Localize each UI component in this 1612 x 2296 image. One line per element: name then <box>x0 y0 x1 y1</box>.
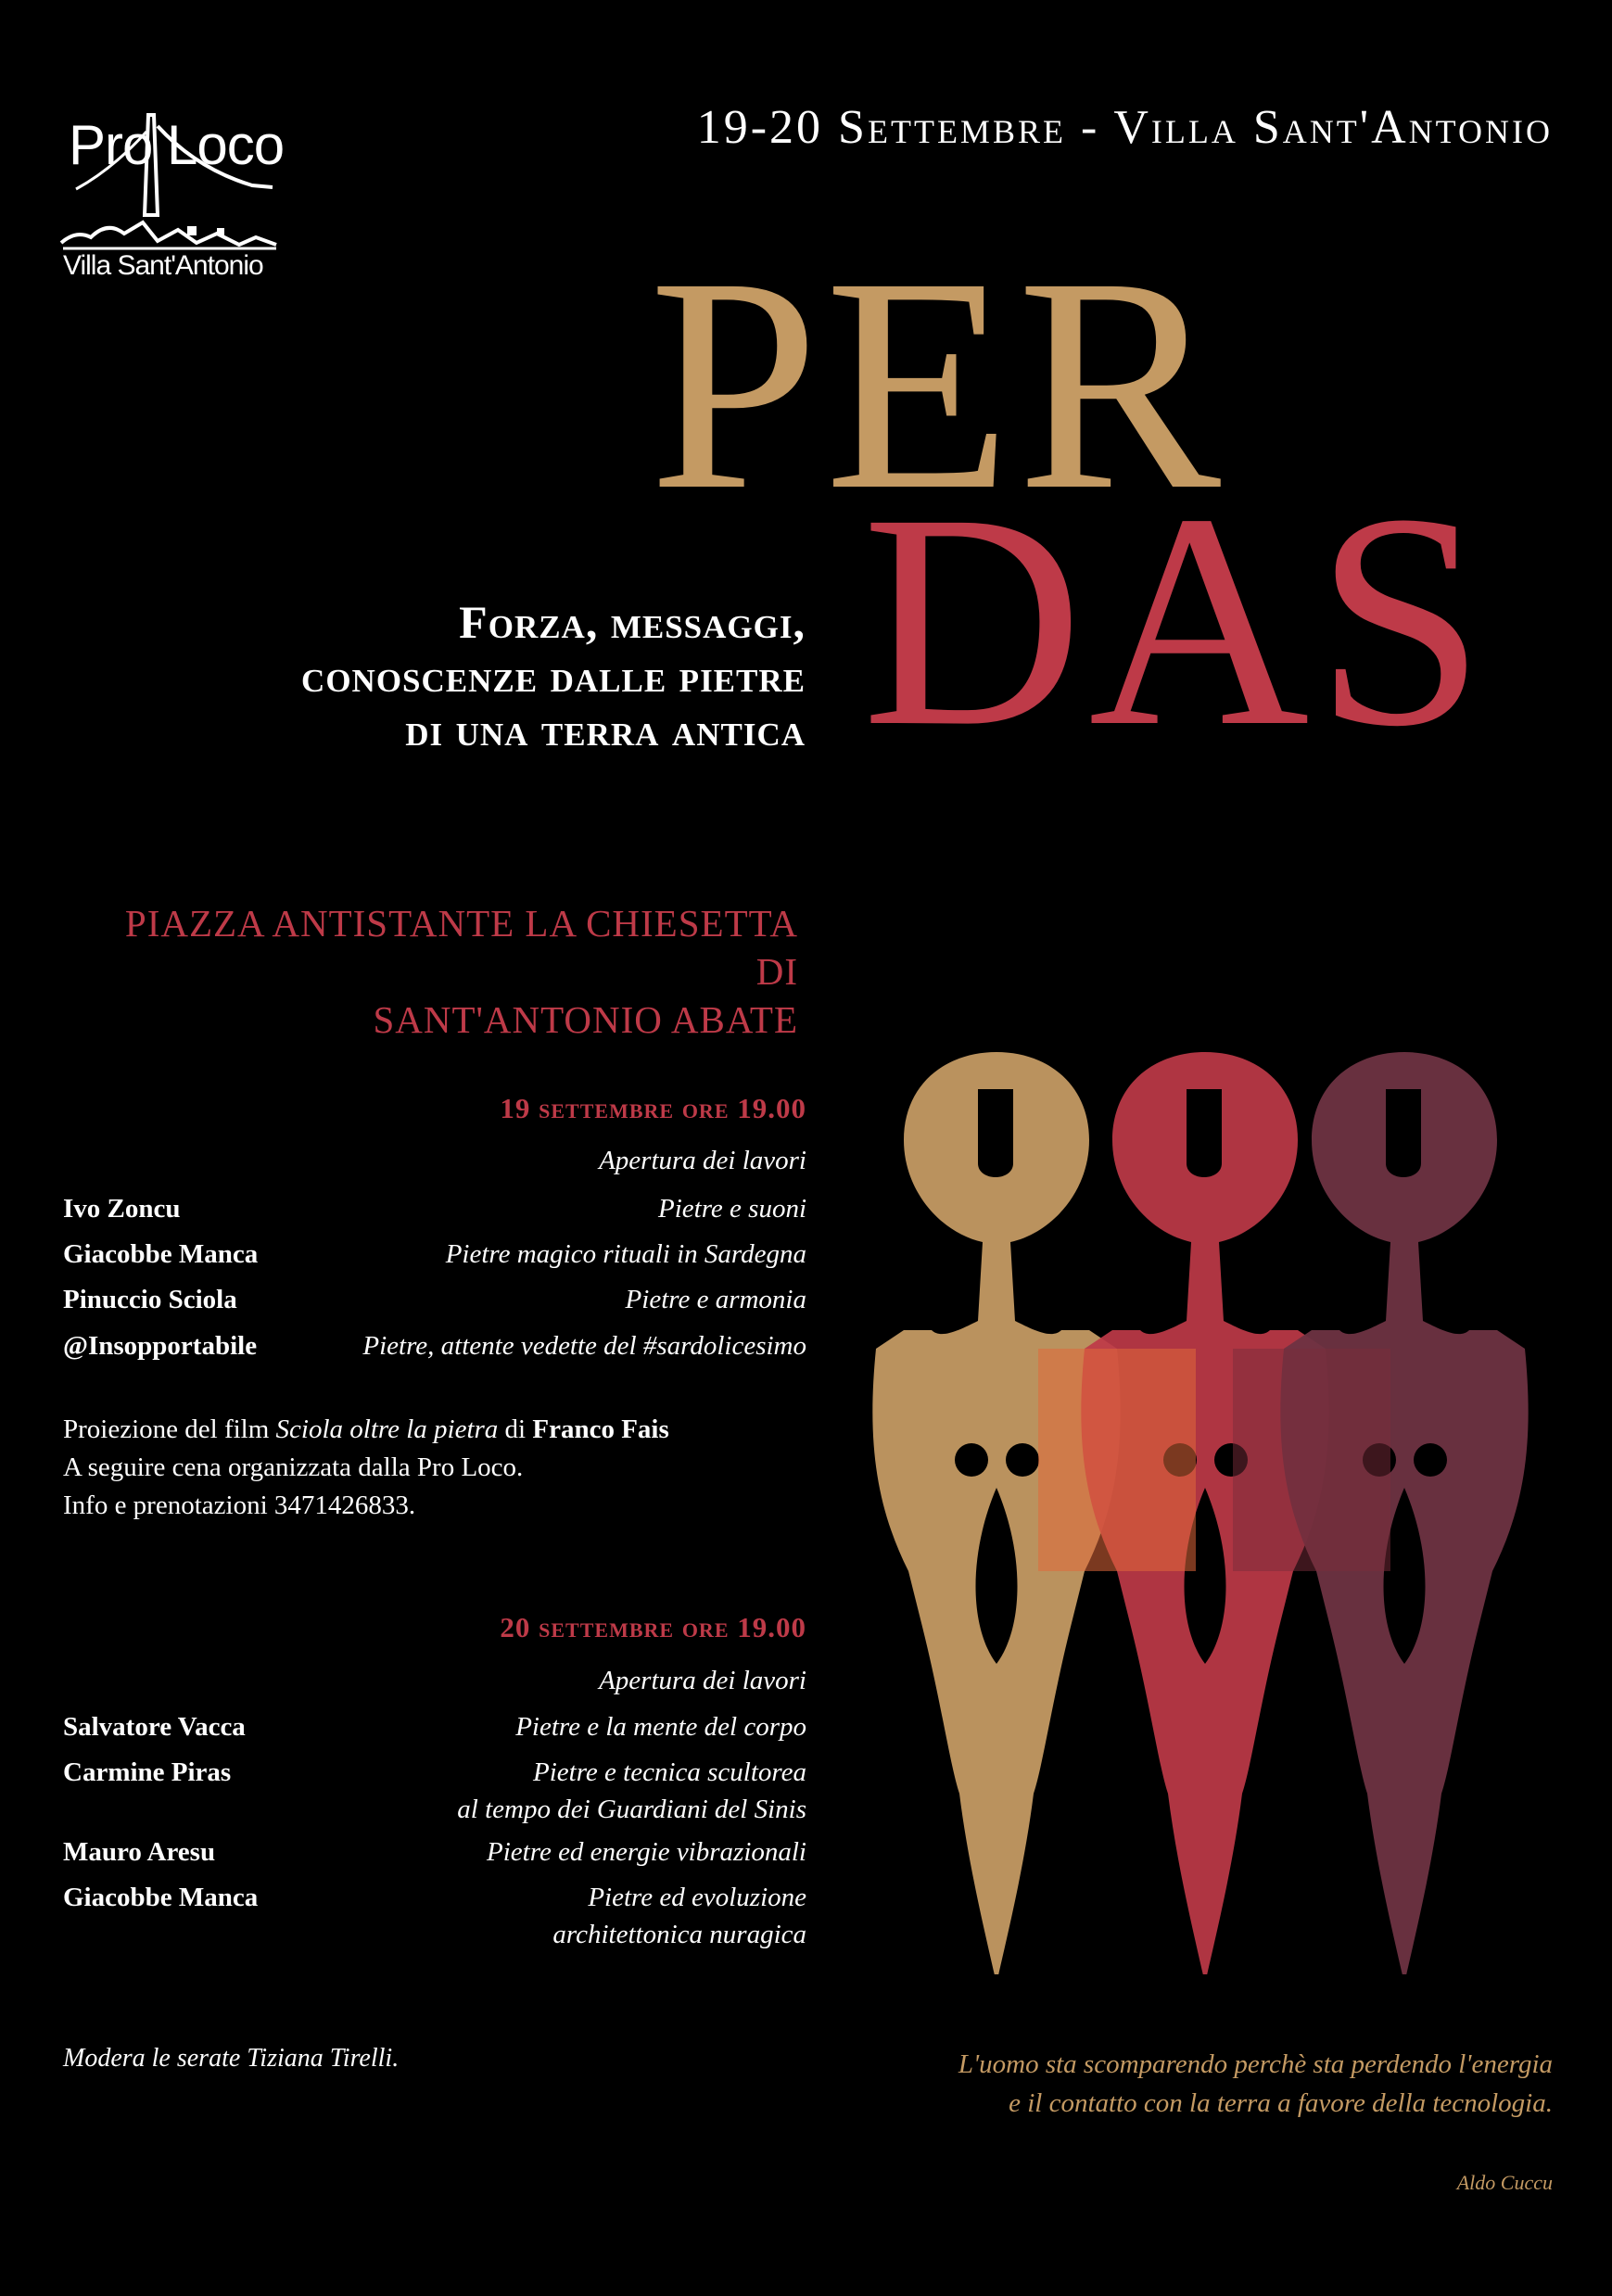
day2-opening-row <box>63 1662 806 1699</box>
info-line: Info e prenotazioni 3471426833. <box>63 1490 416 1520</box>
event-subtitle <box>212 595 806 756</box>
day1-opening: Apertura dei lavori <box>599 1146 806 1175</box>
quote-author: Aldo Cuccu <box>1456 2171 1553 2194</box>
subtitle-line: di una terra antica <box>405 704 806 755</box>
film-info <box>63 1411 823 1525</box>
title-part-das: DAS <box>862 451 1491 790</box>
speaker-name: Salvatore Vacca <box>63 1712 246 1742</box>
pro-loco-logo <box>57 104 289 289</box>
talk-topic-line: Pietre ed evoluzione <box>588 1883 806 1912</box>
talk-topic: Pietre e armonia <box>625 1285 806 1314</box>
quote-line: e il contatto con la terra a favore della tecnologia. <box>1009 2088 1553 2118</box>
venue-line: PIAZZA ANTISTANTE LA CHIESETTA DI <box>124 902 798 993</box>
film-title: Sciola oltre la pietra <box>275 1414 499 1444</box>
subtitle-line: conoscenze dalle pietre <box>301 650 806 702</box>
title-part-per: PER <box>649 215 1227 553</box>
moderator-note: Modera le serate Tiziana Tirelli. <box>63 2044 400 2073</box>
film-middle: di <box>498 1414 533 1444</box>
program-row <box>63 1327 806 1364</box>
quote <box>830 2045 1553 2123</box>
talk-topic <box>552 1879 806 1953</box>
film-director: Franco Fais <box>532 1414 669 1444</box>
program-row <box>63 1879 806 1953</box>
talk-topic: Pietre ed energie vibrazionali <box>487 1837 806 1867</box>
program-row <box>63 1833 806 1871</box>
program-row <box>63 1708 806 1745</box>
program-row <box>63 1281 806 1318</box>
talk-topic <box>457 1754 806 1828</box>
day2-heading: 20 settembre ore 19.00 <box>500 1611 806 1643</box>
stone-idols-icon <box>853 1038 1576 1974</box>
talk-topic: Pietre e la mente del corpo <box>515 1712 806 1742</box>
stone-idols-illustration <box>853 1038 1576 1974</box>
talk-topic: Pietre magico rituali in Sardegna <box>445 1239 806 1269</box>
talk-topic: Pietre e suoni <box>658 1194 806 1224</box>
program-row <box>63 1190 806 1227</box>
logo-title: Pro Loco <box>69 114 285 176</box>
speaker-name: @Insopportabile <box>63 1331 258 1361</box>
day1-heading: 19 settembre ore 19.00 <box>500 1092 806 1124</box>
program-row <box>63 1236 806 1273</box>
speaker-name: Carmine Piras <box>63 1757 232 1787</box>
venue-line: SANT'ANTONIO ABATE <box>373 998 798 1041</box>
talk-topic: Pietre, attente vedette del #sardolicesimo <box>362 1331 806 1361</box>
event-venue <box>94 899 798 1044</box>
dinner-line: A seguire cena organizzata dalla Pro Loco. <box>63 1452 524 1482</box>
film-line <box>63 1411 823 1449</box>
film-prefix: Proiezione del film <box>63 1414 276 1444</box>
speaker-name: Ivo Zoncu <box>63 1194 181 1224</box>
event-date-place: 19-20 Settembre - Villa Sant'Antonio <box>696 101 1553 154</box>
speaker-name: Giacobbe Manca <box>63 1883 259 1912</box>
subtitle-line: Forza, messaggi, <box>459 596 806 648</box>
speaker-name: Mauro Aresu <box>63 1837 216 1867</box>
logo-subtitle: Villa Sant'Antonio <box>63 250 263 281</box>
talk-topic-line: architettonica nuragica <box>552 1920 806 1949</box>
day2-opening: Apertura dei lavori <box>599 1666 806 1695</box>
talk-topic-line: al tempo dei Guardiani del Sinis <box>457 1795 806 1824</box>
speaker-name: Giacobbe Manca <box>63 1239 259 1269</box>
speaker-name: Pinuccio Sciola <box>63 1285 237 1314</box>
talk-topic-line: Pietre e tecnica scultorea <box>533 1757 806 1787</box>
day1-opening-row <box>63 1142 806 1179</box>
program-row <box>63 1754 806 1828</box>
quote-line: L'uomo sta scomparendo perchè sta perdendo l'energia <box>958 2049 1553 2079</box>
